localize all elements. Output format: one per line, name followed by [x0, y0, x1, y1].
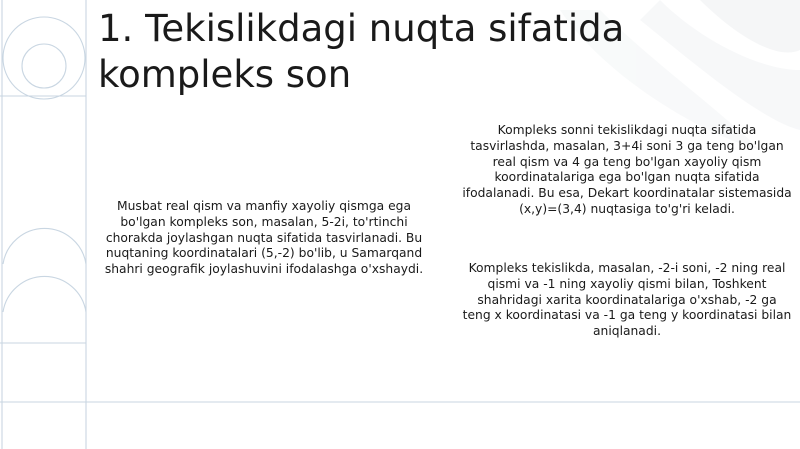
arc-upper: [3, 228, 86, 264]
top-circle-outer: [3, 17, 85, 99]
top-circle-inner: [22, 44, 66, 88]
right-paragraph-2: Kompleks tekislikda, masalan, -2-i soni, -2 ning real qismi va -1 ning xayoliy qismi bilan, Toshkent shahridagi xarita koordinatalariga o'xshab, -2 ga teng x koordinatasi va -1 ga teng y koordinatasi bilan aniqlanadi.: [462, 261, 792, 339]
arc-lower: [3, 276, 86, 312]
slide-title: 1. Tekislikdagi nuqta sifatida kompleks son: [98, 7, 625, 96]
left-paragraph: Musbat real qism va manfiy xayoliy qismga ega bo'lgan kompleks son, masalan, 5-2i, to'rtinchi chorakda joylashgan nuqta sifatida tasvirlanadi. Bu nuqtaning koordinatalari (5,-2) bo'lib, u Samarqand shahri geografik joylashuvini ifodalashga o'xshaydi.: [104, 199, 424, 277]
right-paragraph-1: Kompleks sonni tekislikdagi nuqta sifatida tasvirlashda, masalan, 3+4i soni 3 ga teng bo'lgan real qism va 4 ga teng bo'lgan xayoliy qism koordinatalariga ega bo'lgan nuqta sifatida ifodalanadi. Bu esa, Dekart koordinatalar sistemasida (x,y)=(3,4) nuqtasiga to'g'ri keladi.: [462, 123, 792, 216]
